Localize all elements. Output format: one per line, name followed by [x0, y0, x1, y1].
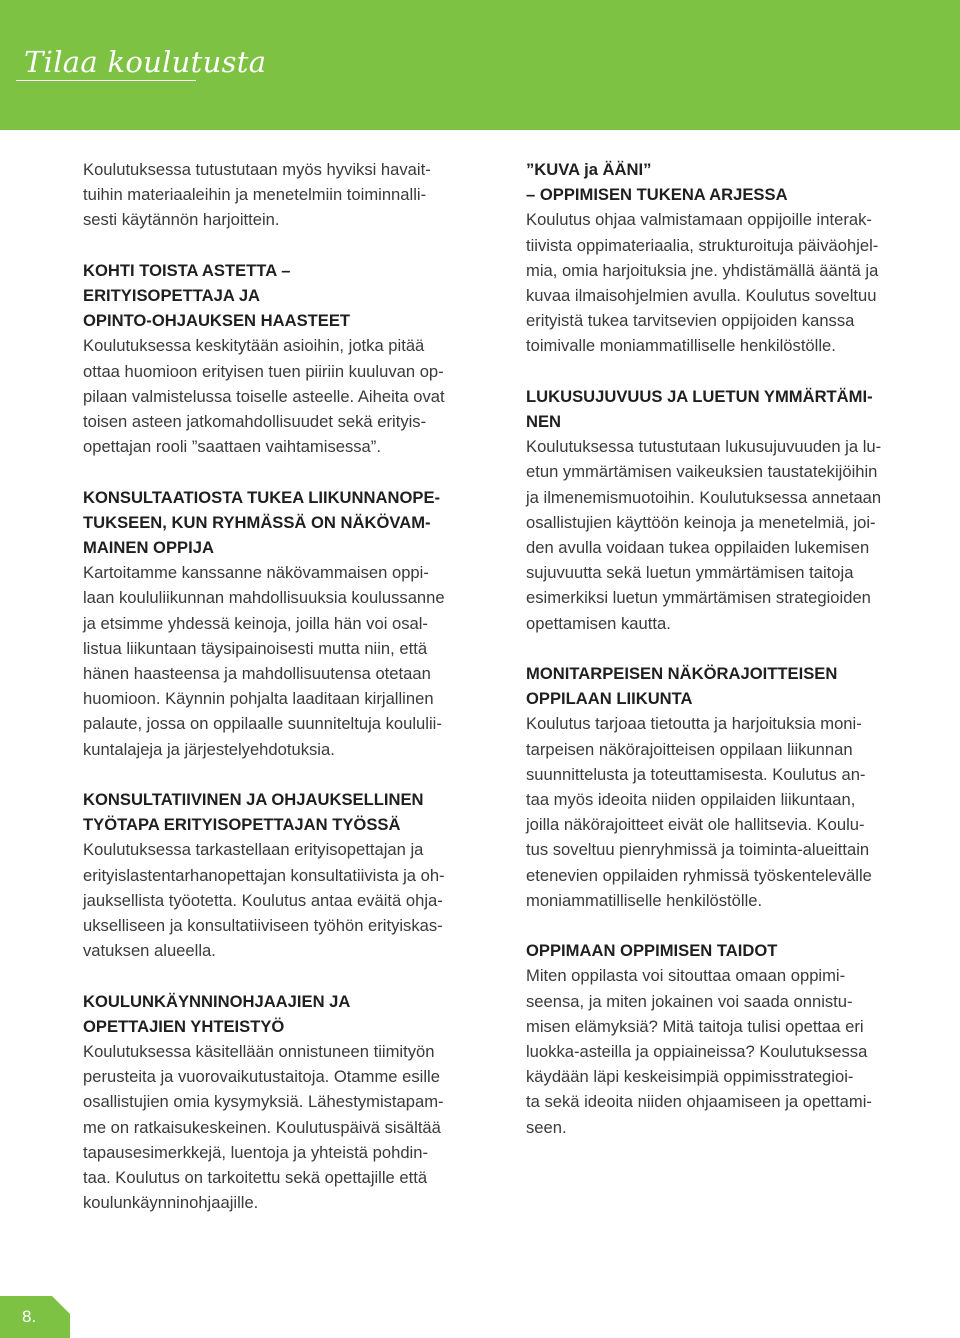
section-konsultatiivinen-tyotapa [83, 787, 475, 963]
section-body: Koulutuksessa tutustutaan lukusujuvuuden ja lu- etun ymmärtämisen vaikeuksien taustatekijöihin ja ilmenemismuotoihin. Koulutuksessa annetaan osallistujien käyttöön keinoja ja menetelmiä, joi- den avulla voidaan tukea oppilaiden lukemisen sujuvuutta sekä luetun ymmärtämisen taitoja esimerkiksi luetun ymmärtämisen strategioiden opettamisen kautta. [526, 437, 882, 633]
section-lukusujuvuus [526, 384, 918, 636]
section-heading: KOHTI TOISTA ASTETTA – ERITYISOPETTAJA JA OPINTO-OHJAUKSEN HAASTEET [83, 260, 351, 331]
section-body: Koulutuksessa keskitytään asioihin, jotka pitää ottaa huomioon erityisen tuen piiriin kuuluvan op- pilaan valmistelussa toiselle asteelle. Aiheita ovat toisen asteen jatkomahdollisuudet sekä erityis- opettajan rooli ”saattaen vaihtamisessa”. [83, 336, 445, 457]
left-column [83, 157, 475, 1241]
header-title: Tilaa koulutusta [24, 45, 267, 79]
intro-section [83, 157, 475, 233]
right-column [526, 157, 918, 1165]
header-underline [16, 80, 196, 81]
page-number: 8. [22, 1307, 37, 1326]
section-oppimaan-oppiminen [526, 938, 918, 1140]
section-body: Koulutus tarjoaa tietoutta ja harjoituksia moni- tarpeisen näkörajoitteisen oppilaan liikunnan suunnittelusta ja toteuttamisesta. Koulutus an- taa myös ideoita niiden oppilaiden liikuntaan, joilla näkörajoitteet eivät ole hallitsevia. Koulu- tus soveltuu pienryhmissä ja toiminta-alueittain etenevien oppilaiden ryhmissä työskentelevälle moniammatilliselle henkilöstölle. [526, 714, 872, 910]
section-body: Koulutus ohjaa valmistamaan oppijoille interak- tiivista oppimateriaalia, strukturoituja päiväohjel- mia, omia harjoituksia jne. yhdistämällä ääntä ja kuvaa ilmaisohjelmien avulla. Koulutus soveltuu erityistä tukea tarvitsevien oppijoiden kanssa toimivalle moniammatilliselle henkilöstölle. [526, 210, 879, 356]
page-header [0, 0, 960, 130]
section-monitarpeinen-liikunta [526, 661, 918, 913]
section-liikunnanopetus [83, 485, 475, 762]
section-heading: KOULUNKÄYNNINOHJAAJIEN JA OPETTAJIEN YHTEISTYÖ [83, 991, 351, 1036]
section-kuva-ja-aani [526, 157, 918, 359]
section-heading: ”KUVA ja ÄÄNI” – OPPIMISEN TUKENA ARJESSA [526, 160, 788, 205]
section-body: Kartoitamme kanssanne näkövammaisen oppi- laan koululiikunnan mahdollisuuksia koulussanne ja etsimme yhdessä keinoja, joilla hän voi osal- listua liikuntaan täysipainoisesti mutta niin, että hänen haasteensa ja mahdollisuutensa otetaan huomioon. Käynnin pohjalta laaditaan kirjallinen palaute, jossa on oppilaalle suunniteltuja koululii- kuntalajeja ja järjestelyehdotuksia. [83, 563, 445, 759]
section-body: Miten oppilasta voi sitouttaa omaan oppimi- seensa, ja miten jokainen voi saada onnistu- misen elämyksiä? Mitä taitoja tulisi opettaa eri luokka-asteilla ja oppiaineissa? Koulutuksessa käydään läpi keskeisimpiä oppimisstrategioi- ta sekä ideoita niiden ohjaamiseen ja opettami- seen. [526, 966, 872, 1137]
section-body: Koulutuksessa käsitellään onnistuneen tiimityön perusteita ja vuorovaikutustaitoja. Otamme esille osallistujien omia kysymyksiä. Lähestymistapam- me on ratkaisukeskeinen. Koulutuspäivä sisältää tapausesimerkkejä, luentoja ja yhteistä pohdin- taa. Koulutus on tarkoitettu sekä opettajille että koulunkäynninohjaajille. [83, 1042, 444, 1213]
section-heading: MONITARPEISEN NÄKÖRAJOITTEISEN OPPILAAN LIIKUNTA [526, 664, 838, 709]
intro-text: Koulutuksessa tutustutaan myös hyviksi havait- tuihin materiaaleihin ja menetelmiin toiminnalli- sesti käytännön harjoittein. [83, 160, 431, 230]
section-heading: OPPIMAAN OPPIMISEN TAIDOT [526, 941, 778, 961]
section-heading: KONSULTAATIOSTA TUKEA LIIKUNNANOPE- TUKSEEN, KUN RYHMÄSSÄ ON NÄKÖVAM- MAINEN OPPIJA [83, 487, 441, 558]
section-heading: LUKUSUJUVUUS JA LUETUN YMMÄRTÄMI- NEN [526, 386, 873, 432]
section-yhteistyo [83, 989, 475, 1216]
section-toinen-aste [83, 258, 475, 460]
section-body: Koulutuksessa tarkastellaan erityisopettajan ja erityislastentarhanopettajan konsultatiivista ja oh- jauksellista työotetta. Koulutus antaa eväitä ohja- ukselliseen ja konsultatiiviseen työhön erityiskas- vatuksen alueella. [83, 840, 445, 961]
section-heading: KONSULTATIIVINEN JA OHJAUKSELLINEN TYÖTAPA ERITYISOPETTAJAN TYÖSSÄ [83, 790, 424, 835]
